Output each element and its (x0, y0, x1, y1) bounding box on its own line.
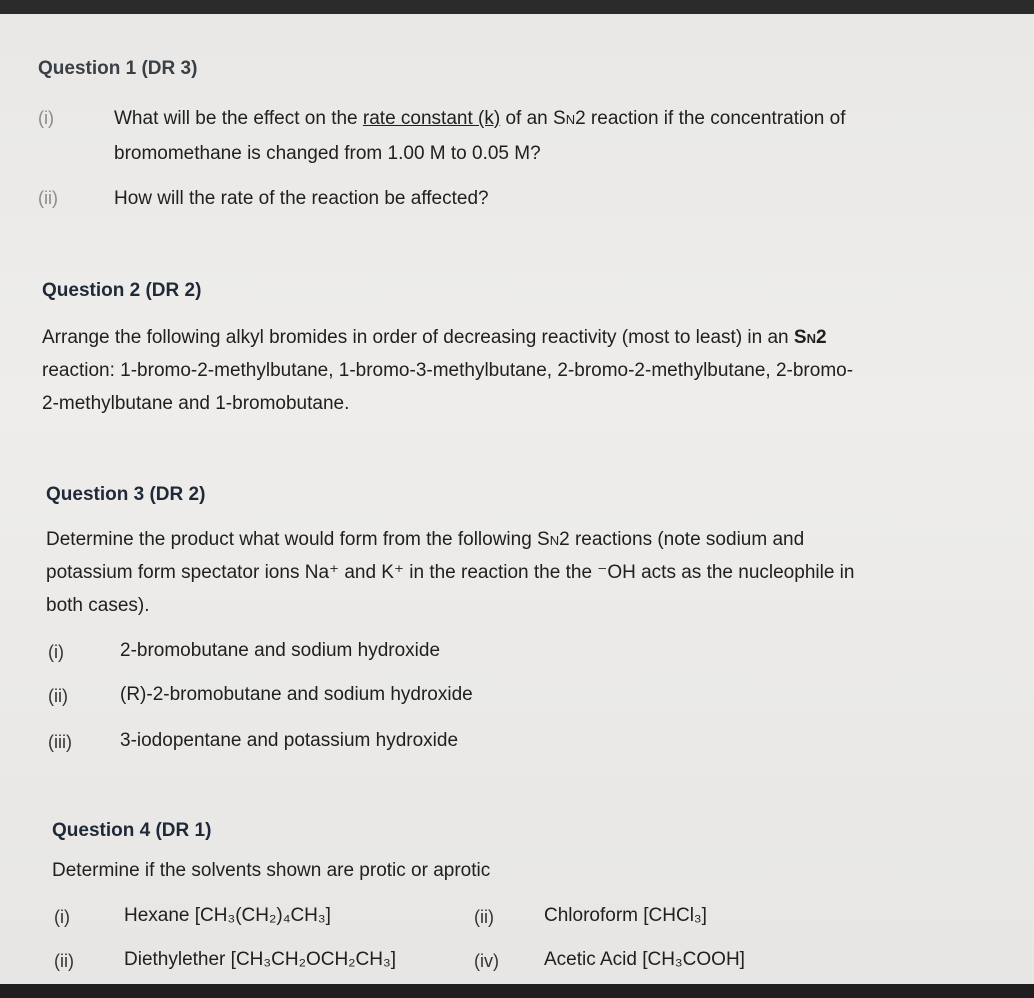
q1-item-i-line1 (114, 103, 845, 137)
q1-item-ii-text: How will the rate of the reaction be affected? (114, 188, 489, 209)
document-page (0, 14, 1034, 984)
question-3-title: Question 3 (DR 2) (46, 484, 206, 505)
q3-line1-text-a: Determine the product what would form from the following S (46, 529, 550, 550)
q4-item-2-number: (ii) (474, 907, 494, 927)
question-2-title: Question 2 (DR 2) (42, 280, 202, 301)
q1-item-ii-number: (ii) (38, 188, 58, 208)
q2-line3: 2-methylbutane and 1-bromobutane. (42, 393, 350, 414)
q3-item-1-text: 2-bromobutane and sodium hydroxide (120, 640, 441, 661)
q3-line3: both cases). (46, 595, 150, 616)
q4-item-3-text: Diethylether [CH₃CH₂OCH₂CH₃] (124, 949, 396, 970)
q1-item-i-text-b: of an S (500, 108, 566, 129)
q3-line1 (46, 524, 804, 558)
q4-item-4-number: (iv) (474, 951, 499, 971)
question-1-title: Question 1 (DR 3) (38, 58, 198, 79)
question-4-title: Question 4 (DR 1) (52, 820, 212, 841)
q4-item-4-text: Acetic Acid [CH₃COOH] (544, 949, 745, 970)
q1-sn-subscript: N (565, 112, 576, 127)
q4-item-3-number: (ii) (54, 951, 74, 971)
q2-sn-subscript: N (806, 331, 816, 346)
q4-item-1-text: Hexane [CH₃(CH₂)₄CH₃] (124, 905, 331, 926)
q4-intro: Determine if the solvents shown are protic or aprotic (52, 860, 491, 881)
q2-line1 (42, 322, 827, 356)
q2-line2: reaction: 1-bromo-2-methylbutane, 1-bromo-3-methylbutane, 2-bromo-2-methylbutane, 2-bromo- (42, 360, 854, 381)
q3-item-2-number: (ii) (48, 686, 68, 706)
q3-item-3-text: 3-iodopentane and potassium hydroxide (120, 730, 459, 751)
monitor-bezel-bottom (0, 984, 1034, 998)
q3-item-1-number: (i) (48, 642, 64, 662)
q2-sn-s: S (793, 327, 807, 348)
q3-line2: potassium form spectator ions Na⁺ and K⁺ in the reaction the the ⁻OH acts as the nucleophile in (46, 562, 855, 583)
q3-item-3-number: (iii) (48, 732, 72, 752)
q4-item-1-number: (i) (54, 907, 70, 927)
q2-sn-2: 2 (815, 327, 827, 348)
q3-item-2-text: (R)-2-bromobutane and sodium hydroxide (120, 684, 473, 705)
q2-line1-text: Arrange the following alkyl bromides in order of decreasing reactivity (most to least) in an (42, 327, 794, 348)
q1-item-i-text-a: What will be the effect on the (114, 108, 363, 129)
q1-item-i-text-c: 2 reaction if the concentration of (575, 108, 846, 129)
q1-item-i-line2: bromomethane is changed from 1.00 M to 0.05 M? (114, 143, 541, 164)
q3-line1-text-b: 2 reactions (note sodium and (559, 529, 805, 550)
rate-constant-underlined: rate constant (k) (362, 108, 501, 129)
q3-sn-subscript: N (549, 533, 560, 548)
q1-item-i-number: (i) (38, 108, 54, 128)
q4-item-2-text: Chloroform [CHCl₃] (544, 905, 707, 926)
